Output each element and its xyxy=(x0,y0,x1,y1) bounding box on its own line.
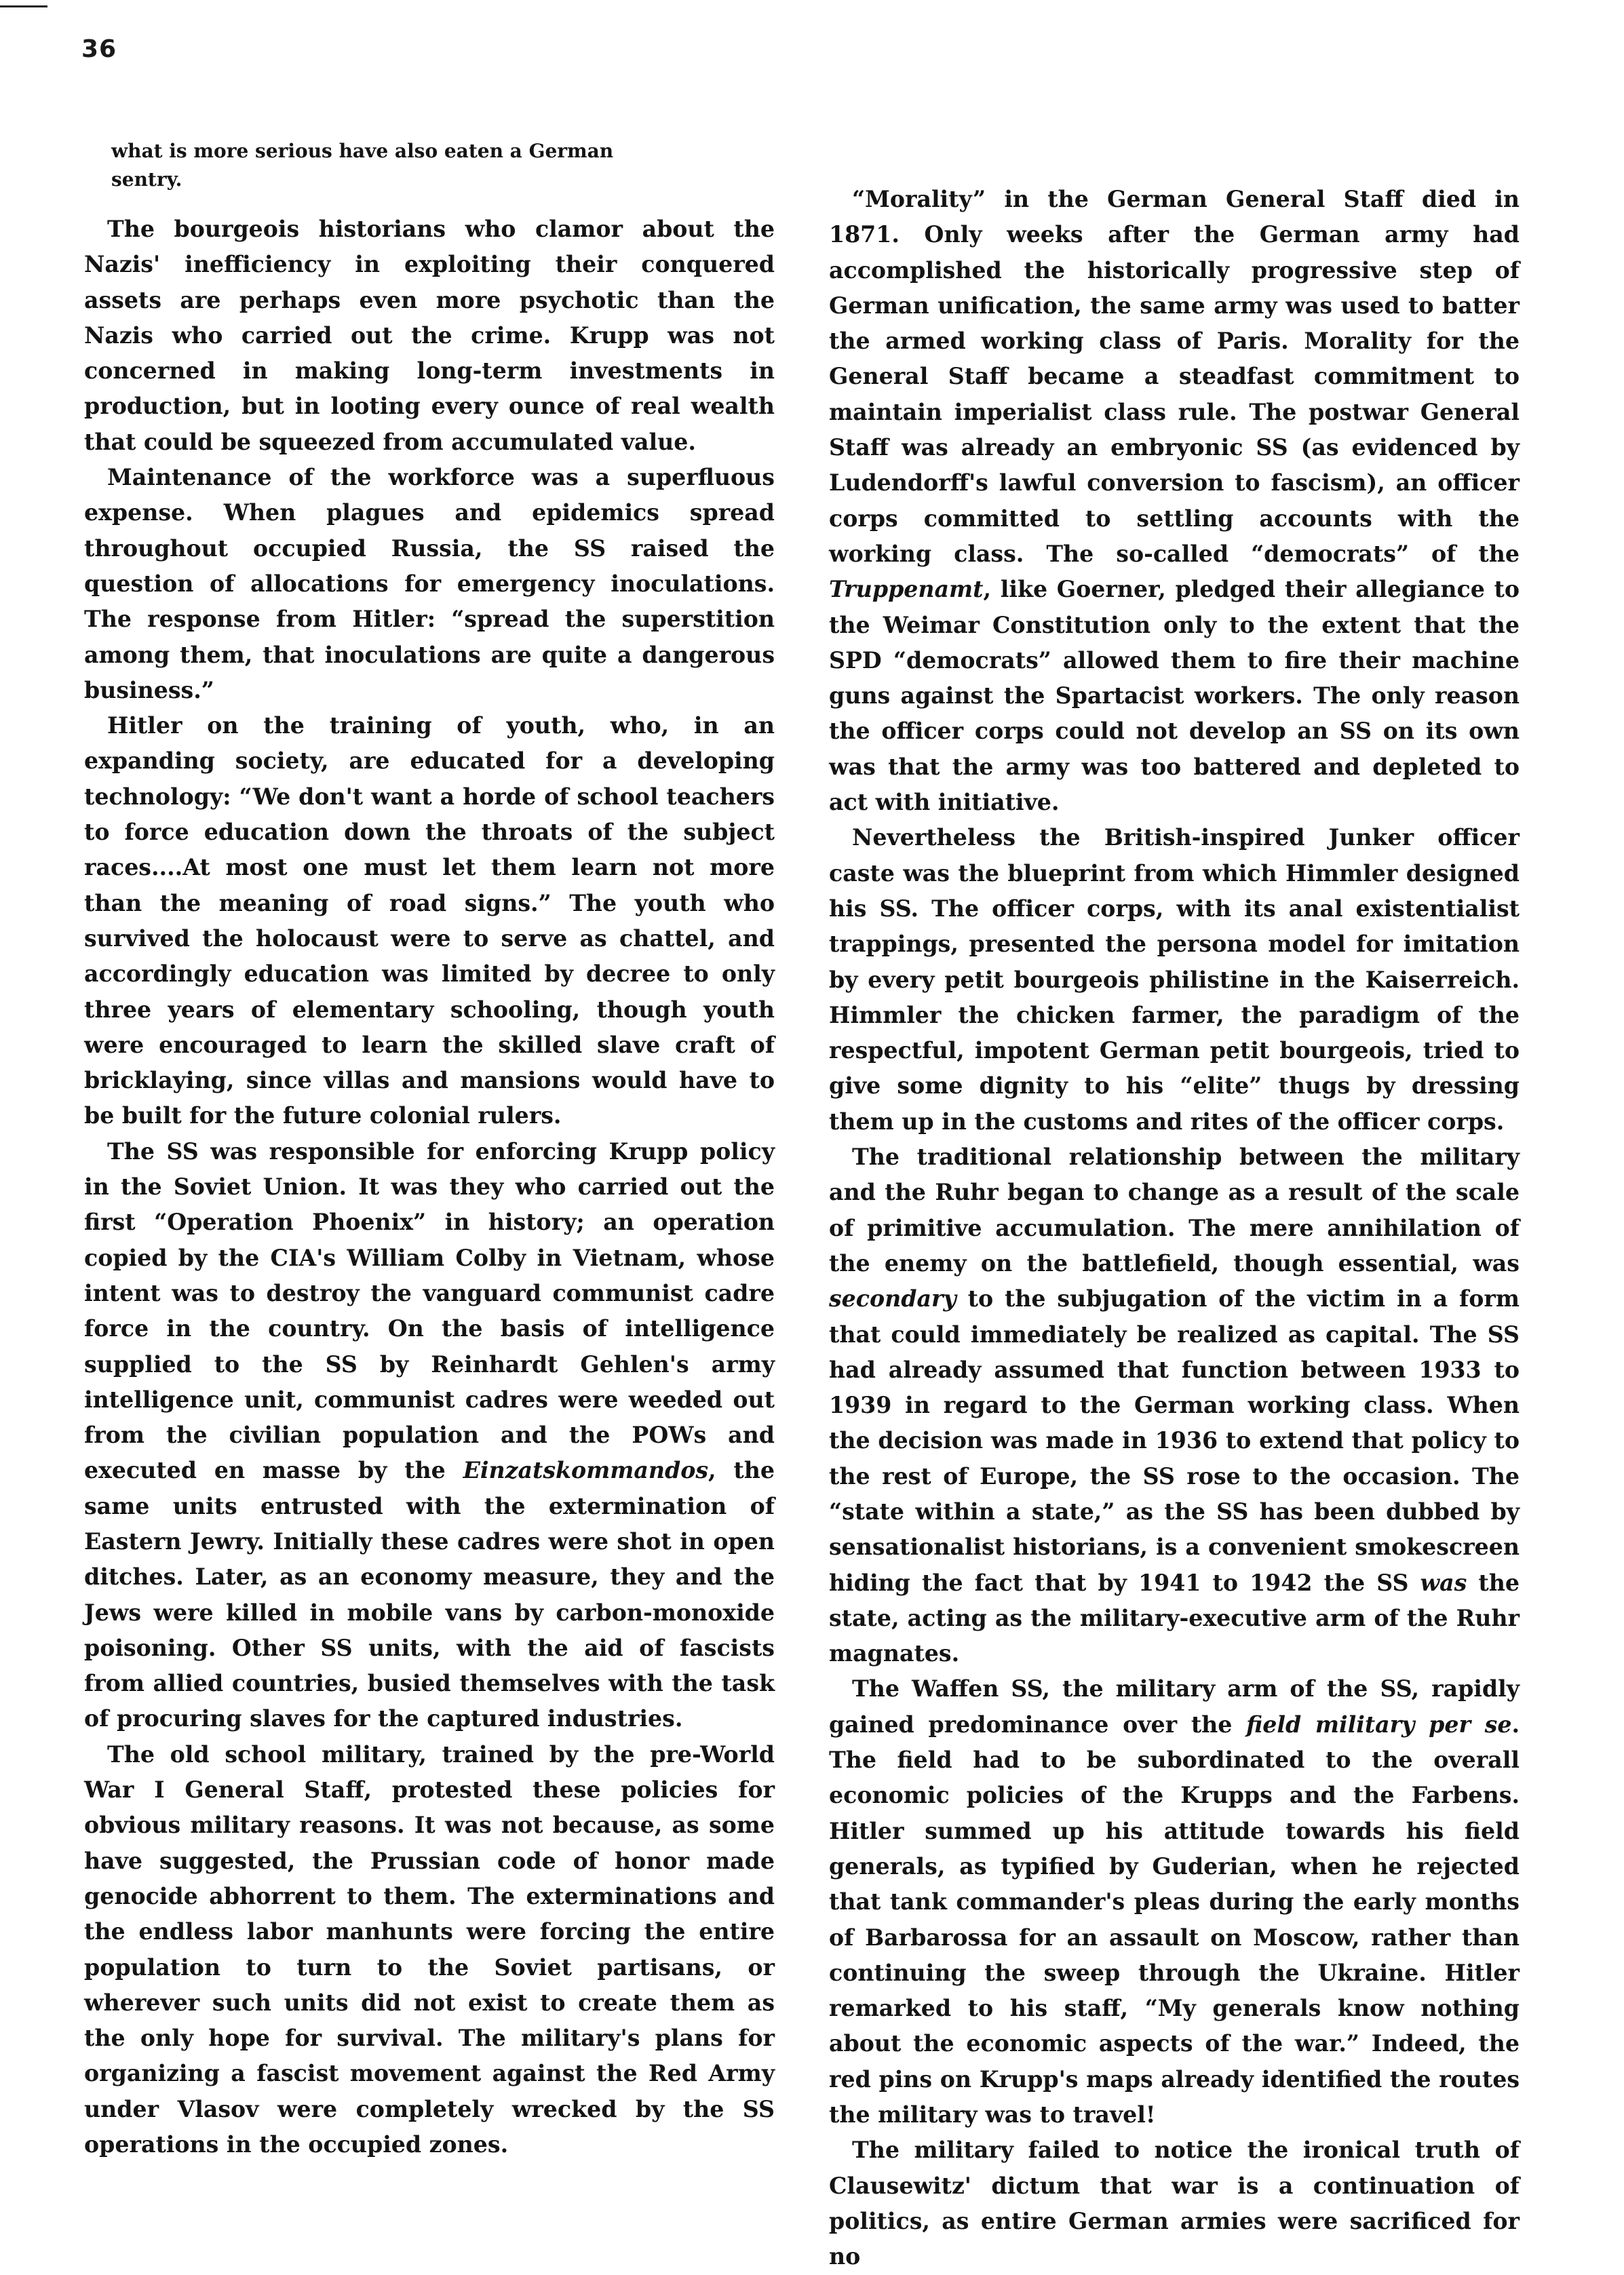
paragraph xyxy=(829,1671,1520,2133)
text-run: The SS was responsible for enforcing Krupp policy in the Soviet Union. It was they who carried out the first “Operation Phoenix” in history; an operation copied by the CIA's William Colby in Vietnam, whose intent was to destroy the vanguard communist cadre force in the country. On the basis of intelligence supplied to the SS by Reinhardt Gehlen's army intelligence unit, communist cadres were weeded out from the civilian population and the POWs and executed en masse by the xyxy=(84,1138,775,1484)
footnote-continuation: what is more serious have also eaten a German sentry. xyxy=(111,140,614,191)
paragraph xyxy=(829,1140,1520,1671)
text-run: The traditional relationship between the military and the Ruhr began to change as a result of the scale of primitive accumulation. The mere annihilation of the enemy on the battlefield, though essential, was xyxy=(829,1144,1520,1277)
text-run: to the subjugation of the victim in a form that could immediately be realized as capital. The SS had already assumed that function between 1933 to 1939 in regard to the German working class. When the decision was made in 1936 to extend that policy to the rest of Europe, the SS rose to the occasion. The “state within a state,” as the SS has been dubbed by sensationalist historians, is a convenient smokescreen hiding the fact that by 1941 to 1942 the SS xyxy=(829,1285,1520,1596)
text-run: . The field had to be subordinated to the overall economic policies of the Krupps and the Farbens. Hitler summed up his attitude towards his field generals, as typified by Guderian, when he rejected that tank commander's pleas during the early months of Barbarossa for an assault on Moscow, rather than continuing the sweep through the Ukraine. Hitler remarked to his staff, “My generals know nothing about the economic aspects of the war.” Indeed, the red pins on Krupp's maps already identified the routes the military was to travel! xyxy=(829,1711,1520,2128)
paragraph xyxy=(84,1134,775,1737)
paragraph: Hitler on the training of youth, who, in an expanding society, are educated for a developing technology: “We don't want a horde of school teachers to force education down the throats of the subject races....At most one must let them learn not more than the meaning of road signs.” The youth who survived the holocaust were to serve as chattel, and accordingly education was limited by decree to only three years of elementary schooling, though youth were encouraged to learn the skilled slave craft of bricklaying, since villas and mansions would have to be built for the future colonial rulers. xyxy=(84,712,775,1129)
paragraph: The old school military, trained by the pre-World War I General Staff, protested these policies for obvious military reasons. It was not because, as some have suggested, the Prussian code of honor made genocide abhorrent to them. The exterminations and the endless labor manhunts were forcing the entire population to turn to the Soviet partisans, or wherever such units did not exist to create them as the only hope for survival. The military's plans for organizing a fascist movement against the Red Army under Vlasov were completely wrecked by the SS operations in the occupied zones. xyxy=(84,1741,775,2158)
italic-term: secondary xyxy=(829,1285,956,1312)
right-column xyxy=(829,182,1520,2275)
paragraph xyxy=(829,182,1520,820)
text-run: the state, acting as the military-executive arm of the Ruhr magnates. xyxy=(829,1569,1520,1667)
text-run: “Morality” in the German General Staff died in 1871. Only weeks after the German army had accomplished the historically progressive step of German unification, the same army was used to batter the armed working class of Paris. Morality for the General Staff became a steadfast commitment to maintain imperialist class rule. The postwar General Staff was already an embryonic SS (as evidenced by Ludendorff's lawful conversion to fascism), an officer corps committed to settling accounts with the working class. The so-called “democrats” of the xyxy=(829,186,1520,567)
italic-term: field military per se xyxy=(1246,1711,1512,1738)
paragraph: The military failed to notice the ironical truth of Clausewitz' dictum that war is a continuation of politics, as entire German armies were sacrificed for no xyxy=(829,2137,1520,2270)
italic-term: Einzatskommandos xyxy=(463,1457,709,1484)
page-number: 36 xyxy=(81,35,117,63)
text-run: , the same units entrusted with the extermination of Eastern Jewry. Initially these cadres were shot in open ditches. Later, as an economy measure, they and the Jews were killed in mobile vans by carbon-monoxide poisoning. Other SS units, with the aid of fascists from allied countries, busied themselves with the task of procuring slaves for the captured industries. xyxy=(84,1457,775,1732)
left-column xyxy=(84,137,775,2162)
text-run: , like Goerner, pledged their allegiance to the Weimar Constitution only to the extent that the SPD “democrats” allowed them to fire their machine guns against the Spartacist workers. The only reason the officer corps could not develop an SS on its own was that the army was too battered and depleted to act with initiative. xyxy=(829,576,1520,816)
top-rule xyxy=(0,5,47,7)
paragraph: Nevertheless the British-inspired Junker officer caste was the blueprint from which Himmler designed his SS. The officer corps, with its anal existentialist trappings, presented the persona model for imitation by every petit bourgeois philistine in the Kaiserreich. Himmler the chicken farmer, the paradigm of the respectful, impotent German petit bourgeois, tried to give some dignity to his “elite” thugs by dressing them up in the customs and rites of the officer corps. xyxy=(829,824,1520,1135)
italic-term: was xyxy=(1420,1569,1467,1596)
text-run: The Waffen SS, the military arm of the SS, rapidly gained predominance over the xyxy=(829,1675,1520,1738)
paragraph: Maintenance of the workforce was a superfluous expense. When plagues and epidemics spread throughout occupied Russia, the SS raised the question of allocations for emergency inoculations. The response from Hitler: “spread the superstition among them, that inoculations are quite a dangerous business.” xyxy=(84,464,775,703)
paragraph: The bourgeois historians who clamor about the Nazis' inefficiency in exploiting their conquered assets are perhaps even more psychotic than the Nazis who carried out the crime. Krupp was not concerned in making long-term investments in production, but in looting every ounce of real wealth that could be squeezed from accumulated value. xyxy=(84,216,775,455)
italic-term: Truppenamt xyxy=(829,576,984,603)
